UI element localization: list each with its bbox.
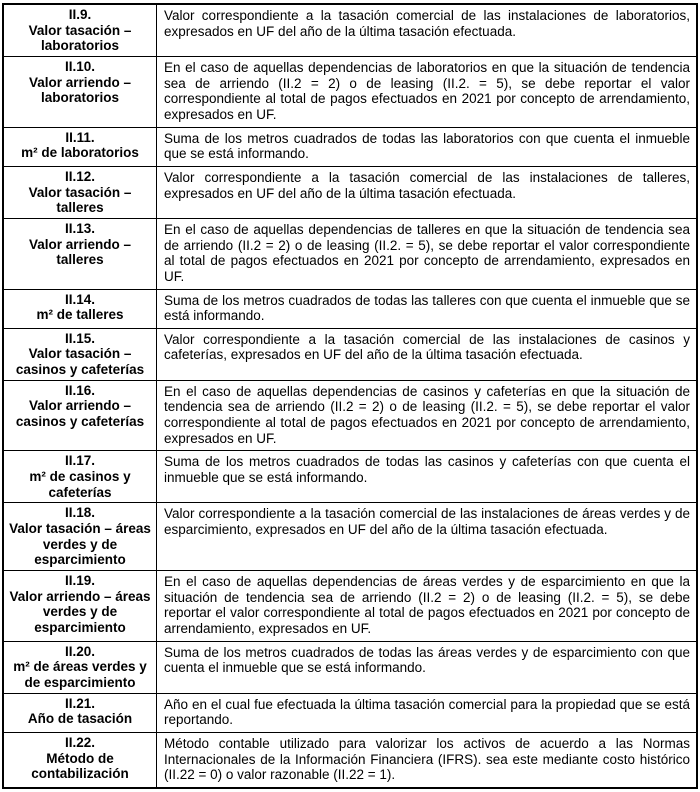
item-description-cell (157, 571, 698, 642)
item-description: Valor correspondiente a la tasación comercial de las instalaciones de talleres, expresados en UF del año de la última tasación efectuada. (164, 169, 690, 201)
item-code-cell (3, 732, 157, 787)
item-description: Valor correspondiente a la tasación comercial de las instalaciones de casinos y cafeterías, expresados en UF del año de la última tasación efectuada. (164, 331, 690, 363)
item-code-cell (3, 571, 157, 642)
item-label: Valor tasación – laboratorios (28, 22, 132, 54)
item-code: II.22. (64, 734, 96, 750)
table-row (3, 166, 697, 218)
item-code: II.17. (64, 453, 96, 469)
table-row (3, 56, 697, 127)
item-label: Valor arriendo – talleres (28, 236, 132, 268)
item-description: Valor correspondiente a la tasación comercial de las instalaciones de áreas verdes y de esparcimiento, expresados en UF del año de la última tasación efectuada. (164, 506, 690, 538)
item-code-cell (3, 693, 157, 732)
table-row (3, 380, 697, 451)
item-label: Año de tasación (27, 711, 133, 727)
item-label: Método de contabilización (31, 750, 129, 782)
item-description-cell (157, 732, 698, 787)
item-code: II.21. (64, 695, 96, 711)
table-row (3, 328, 697, 380)
item-label: Valor arriendo – áreas verdes y de esparcimiento (9, 588, 151, 635)
item-code: II.9. (68, 7, 92, 22)
item-label: m² de áreas verdes y de esparcimiento (13, 659, 147, 690)
item-code-cell (3, 289, 157, 328)
item-code-cell (3, 127, 157, 166)
item-code-cell (3, 380, 157, 451)
table-row (3, 503, 697, 571)
item-description-cell (157, 218, 698, 289)
definitions-table-body (3, 4, 697, 788)
item-label: m² de laboratorios (21, 145, 139, 161)
item-code: II.11. (65, 129, 95, 145)
item-label: Valor tasación – áreas verdes y de esparcimiento (9, 521, 151, 568)
item-code: II.20. (64, 643, 96, 659)
item-description: En el caso de aquellas dependencias de talleres en que la situación de tendencia sea de arriendo (II.2 = 2) o de leasing (II.2. = 5), se debe reportar el valor correspondiente al total de pagos efectuados en 2021 por concepto de arrendamiento, expresados en UF. (164, 221, 690, 284)
item-label: Valor arriendo – laboratorios (28, 74, 132, 106)
item-description: En el caso de aquellas dependencias de casinos y cafeterías en que la situación de tendencia sea de arriendo (II.2 = 2) o de leasing (II.2. = 5), se debe reportar el valor correspondiente al total de pagos efectuados en 2021 por concepto de arrendamiento, expresados en UF. (164, 383, 690, 446)
item-description: Año en el cual fue efectuada la última tasación comercial para la propiedad que se está reportando. (164, 696, 690, 728)
item-code: II.10. (64, 58, 96, 74)
item-description: Suma de los metros cuadrados de todas las áreas verdes y de esparcimiento con que cuenta el inmueble que se está informando. (164, 644, 690, 676)
item-description-cell (157, 56, 698, 127)
item-description-cell (157, 693, 698, 732)
item-description: Suma de los metros cuadrados de todas las laboratorios con que cuenta el inmueble que se está informando. (164, 130, 690, 162)
item-description-cell (157, 641, 698, 693)
item-code-cell (3, 218, 157, 289)
item-description-cell (157, 166, 698, 218)
item-description: Método contable utilizado para valorizar los activos de acuerdo a las Normas Internacionales de la Información Financiera (IFRS). sea este mediante costo histórico (II.22 = 0) o valor razonable (II.22 = 1). (164, 735, 690, 783)
table-row (3, 693, 697, 732)
item-code-cell (3, 56, 157, 127)
item-description: En el caso de aquellas dependencias de laboratorios en que la situación de tendencia sea de arriendo (II.2 = 2) o de leasing (II.2. = 5), se debe reportar el valor correspondiente al total de pagos efectuados en 2021 por concepto de arrendamiento, expresados en UF. (164, 59, 690, 122)
item-description-cell (157, 4, 698, 56)
item-code-cell (3, 451, 157, 503)
item-description-cell (157, 451, 698, 503)
item-description-cell (157, 328, 698, 380)
table-row (3, 289, 697, 328)
item-description-cell (157, 289, 698, 328)
item-description-cell (157, 380, 698, 451)
item-code: II.12. (64, 168, 96, 184)
item-label: m² de casinos y cafeterías (29, 469, 131, 500)
item-description: Valor correspondiente a la tasación comercial de las instalaciones de laboratorios, expresados en UF del año de la última tasación efectuada. (164, 8, 690, 39)
table-row (3, 127, 697, 166)
table-row (3, 4, 697, 56)
item-code-cell (3, 328, 157, 380)
item-label: Valor tasación – casinos y cafeterías (15, 346, 145, 378)
item-label: Valor tasación – talleres (28, 184, 132, 216)
item-code: II.13. (64, 220, 96, 236)
item-code: II.16. (64, 382, 96, 398)
item-description: Suma de los metros cuadrados de todas las casinos y cafeterías con que cuenta el inmueble que se está informando. (164, 454, 690, 486)
table-row (3, 451, 697, 503)
item-description-cell (157, 127, 698, 166)
item-label: Valor arriendo – casinos y cafeterías (15, 398, 145, 430)
definitions-table (2, 3, 698, 789)
table-row (3, 641, 697, 693)
table-row (3, 571, 697, 642)
item-description-cell (157, 503, 698, 571)
table-row (3, 218, 697, 289)
item-description: Suma de los metros cuadrados de todas las talleres con que cuenta el inmueble que se está informando. (164, 292, 690, 324)
item-description: En el caso de aquellas dependencias de áreas verdes y de esparcimiento en que la situación de tendencia sea de arriendo (II.2 = 2) o de leasing (II.2. = 5), se debe reportar el valor correspondiente al total de pagos efectuados en 2021 por concepto de arrendamiento, expresados en UF. (164, 574, 690, 636)
item-code-cell (3, 4, 157, 56)
item-code: II.19. (64, 573, 96, 588)
item-code: II.15. (64, 330, 96, 346)
item-label: m² de talleres (36, 307, 124, 323)
item-code: II.18. (64, 505, 96, 521)
item-code-cell (3, 166, 157, 218)
item-code: II.14. (64, 291, 96, 307)
table-row (3, 732, 697, 787)
item-code-cell (3, 503, 157, 571)
item-code-cell (3, 641, 157, 693)
